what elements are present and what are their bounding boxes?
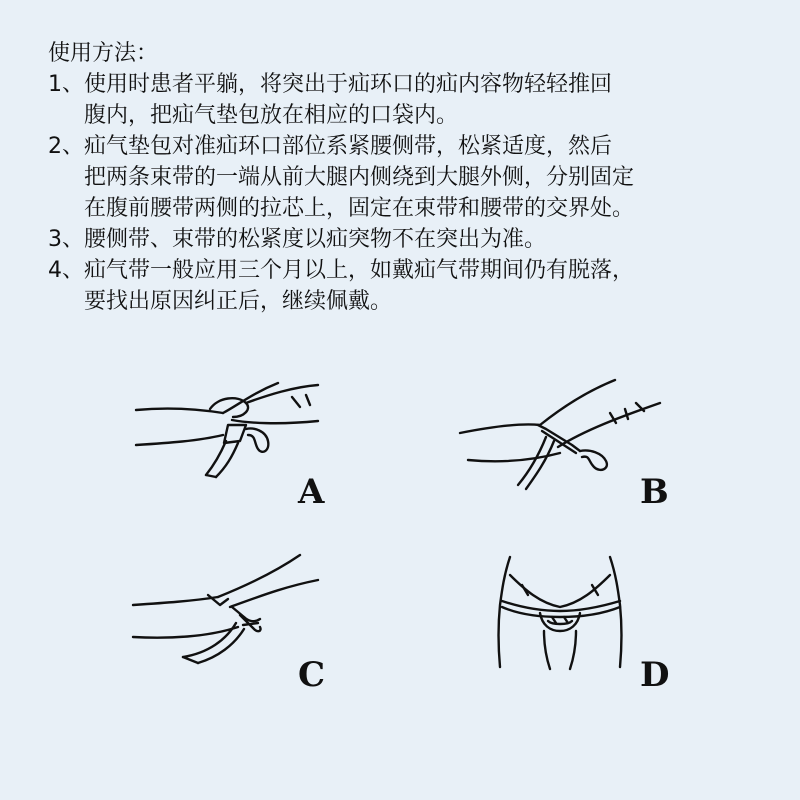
figure-d [480,545,710,695]
instructions-heading: 使用方法： [48,41,159,66]
step-text [84,255,778,317]
step-text [84,69,778,131]
figure-c [128,545,358,695]
step-1 [48,69,778,131]
step-line: 把两条束带的一端从前大腿内侧绕到大腿外侧，分别固定 [84,165,635,190]
step-3 [48,224,778,255]
step-line: 要找出原因纠正后，继续佩戴。 [84,289,393,314]
figure-a-label: A [298,472,325,512]
step-text [84,224,778,255]
step-number: 1、 [48,72,84,97]
figure-b-label: B [640,472,669,512]
figure-d-illustration [480,545,710,685]
step-line: 腰侧带、束带的松紧度以疝突物不在突出为准。 [84,227,547,252]
step-text [84,131,778,224]
figure-b [450,365,680,512]
step-line: 疝气垫包对准疝环口部位系紧腰侧带，松紧适度，然后 [84,134,613,159]
instructions [48,38,778,317]
figure-a [128,365,358,512]
step-line: 使用时患者平躺，将突出于疝环口的疝内容物轻轻推回 [84,72,613,97]
step-2 [48,131,778,224]
step-4 [48,255,778,317]
figure-d-label: D [640,655,670,695]
step-number: 2、 [48,134,84,159]
step-line: 疝气带一般应用三个月以上，如戴疝气带期间仍有脱落， [84,258,635,283]
step-line: 腹内，把疝气垫包放在相应的口袋内。 [84,103,459,128]
step-number: 4、 [48,258,84,283]
step-number: 3、 [48,227,84,252]
figure-c-label: C [298,655,326,695]
step-line: 在腹前腰带两侧的拉芯上，固定在束带和腰带的交界处。 [84,196,635,221]
